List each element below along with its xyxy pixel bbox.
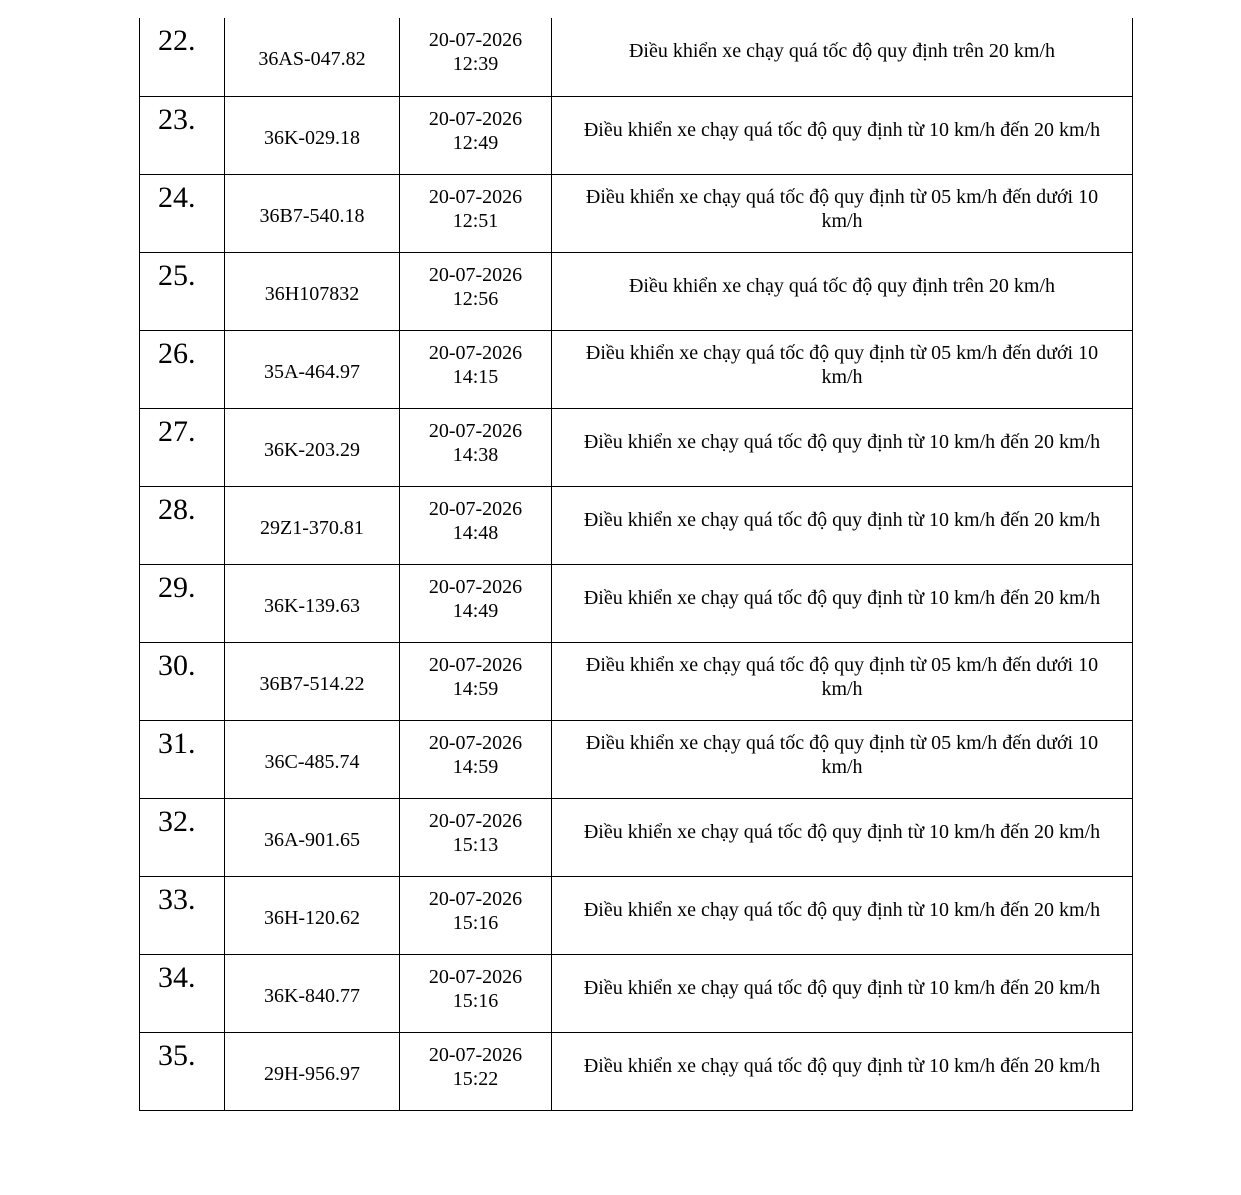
- violation-date: 20-07-2026: [428, 1043, 523, 1066]
- license-plate-cell: [225, 1032, 400, 1110]
- row-number-cell: [140, 18, 225, 96]
- row-number: 35.: [158, 1038, 196, 1072]
- violation-datetime-cell: [400, 720, 552, 798]
- table-row: [140, 330, 1133, 408]
- table-row: [140, 564, 1133, 642]
- license-plate: 36H107832: [264, 282, 360, 305]
- row-number: 27.: [158, 414, 196, 448]
- license-plate-cell: [225, 408, 400, 486]
- violation-description-cell: [552, 564, 1133, 642]
- license-plate: 36A-901.65: [263, 828, 361, 851]
- row-number-cell: [140, 876, 225, 954]
- violation-date: 20-07-2026: [428, 185, 523, 208]
- license-plate: 29Z1-370.81: [260, 516, 364, 539]
- violation-description-cell: [552, 954, 1133, 1032]
- table-row: [140, 18, 1133, 96]
- violation-description-cell: [552, 642, 1133, 720]
- violation-datetime-cell: [400, 174, 552, 252]
- violation-description: Điều khiển xe chạy quá tốc độ quy định từ 10 km/h đến 20 km/h: [583, 118, 1101, 141]
- violation-datetime-cell: [400, 798, 552, 876]
- row-number: 30.: [158, 648, 196, 682]
- row-number-cell: [140, 564, 225, 642]
- violation-description: Điều khiển xe chạy quá tốc độ quy định từ 10 km/h đến 20 km/h: [583, 976, 1101, 999]
- row-number-cell: [140, 642, 225, 720]
- violation-time: 14:38: [452, 443, 499, 466]
- violation-time: 14:48: [452, 521, 499, 544]
- license-plate-cell: [225, 18, 400, 96]
- violation-time: 14:59: [452, 755, 499, 778]
- violation-time: 14:15: [452, 365, 499, 388]
- violation-date: 20-07-2026: [428, 341, 523, 364]
- row-number: 29.: [158, 570, 196, 604]
- license-plate-cell: [225, 642, 400, 720]
- violation-description: Điều khiển xe chạy quá tốc độ quy định từ 05 km/h đến dưới 10 km/h: [585, 341, 1099, 388]
- license-plate: 36K-029.18: [263, 126, 361, 149]
- license-plate-cell: [225, 252, 400, 330]
- row-number: 24.: [158, 180, 196, 214]
- row-number: 25.: [158, 258, 196, 292]
- violation-date: 20-07-2026: [428, 809, 523, 832]
- violation-date: 20-07-2026: [428, 887, 523, 910]
- violation-description: Điều khiển xe chạy quá tốc độ quy định từ 10 km/h đến 20 km/h: [583, 430, 1101, 453]
- license-plate-cell: [225, 174, 400, 252]
- row-number-cell: [140, 720, 225, 798]
- table-body: [140, 18, 1133, 1110]
- license-plate: 29H-956.97: [263, 1062, 361, 1085]
- violation-description-cell: [552, 1032, 1133, 1110]
- violation-time: 12:39: [452, 53, 499, 75]
- violation-description: Điều khiển xe chạy quá tốc độ quy định từ 10 km/h đến 20 km/h: [583, 586, 1101, 609]
- row-number: 32.: [158, 804, 196, 838]
- table-row: [140, 642, 1133, 720]
- license-plate: 36H-120.62: [263, 906, 361, 929]
- violation-datetime-cell: [400, 330, 552, 408]
- license-plate: 36K-840.77: [263, 984, 361, 1007]
- violation-description-cell: [552, 18, 1133, 96]
- violation-time: 14:59: [452, 677, 499, 700]
- violation-datetime-cell: [400, 252, 552, 330]
- violation-description: Điều khiển xe chạy quá tốc độ quy định từ 05 km/h đến dưới 10 km/h: [585, 731, 1099, 778]
- license-plate-cell: [225, 798, 400, 876]
- table-row: [140, 1032, 1133, 1110]
- row-number: 34.: [158, 960, 196, 994]
- violation-description: Điều khiển xe chạy quá tốc độ quy định từ 10 km/h đến 20 km/h: [583, 898, 1101, 921]
- license-plate-cell: [225, 564, 400, 642]
- violation-date: 20-07-2026: [428, 29, 523, 51]
- row-number: 33.: [158, 882, 196, 916]
- row-number-cell: [140, 486, 225, 564]
- row-number-cell: [140, 174, 225, 252]
- violation-description-cell: [552, 174, 1133, 252]
- violation-date: 20-07-2026: [428, 965, 523, 988]
- violation-date: 20-07-2026: [428, 575, 523, 598]
- violation-date: 20-07-2026: [428, 263, 523, 286]
- violation-date: 20-07-2026: [428, 653, 523, 676]
- license-plate-cell: [225, 486, 400, 564]
- violation-datetime-cell: [400, 954, 552, 1032]
- row-number-cell: [140, 96, 225, 174]
- violation-datetime-cell: [400, 876, 552, 954]
- row-number: 23.: [158, 102, 196, 136]
- violation-time: 15:13: [452, 833, 499, 856]
- violation-time: 12:51: [452, 209, 499, 232]
- row-number-cell: [140, 408, 225, 486]
- license-plate: 35A-464.97: [263, 360, 361, 383]
- violation-date: 20-07-2026: [428, 419, 523, 442]
- row-number-cell: [140, 1032, 225, 1110]
- table-row: [140, 876, 1133, 954]
- violation-time: 15:16: [452, 911, 499, 934]
- violation-description: Điều khiển xe chạy quá tốc độ quy định từ 05 km/h đến dưới 10 km/h: [585, 185, 1099, 232]
- violation-datetime-cell: [400, 642, 552, 720]
- license-plate-cell: [225, 954, 400, 1032]
- violation-description: Điều khiển xe chạy quá tốc độ quy định từ 10 km/h đến 20 km/h: [583, 1054, 1101, 1077]
- violation-datetime-cell: [400, 408, 552, 486]
- violation-description: Điều khiển xe chạy quá tốc độ quy định trên 20 km/h: [628, 274, 1055, 297]
- violation-datetime-cell: [400, 486, 552, 564]
- row-number: 26.: [158, 336, 196, 370]
- violation-datetime-cell: [400, 96, 552, 174]
- row-number: 31.: [158, 726, 196, 760]
- license-plate: 36AS-047.82: [258, 48, 366, 70]
- table-row: [140, 252, 1133, 330]
- row-number-cell: [140, 954, 225, 1032]
- violation-datetime-cell: [400, 564, 552, 642]
- violation-description-cell: [552, 252, 1133, 330]
- violation-date: 20-07-2026: [428, 107, 523, 130]
- violation-time: 12:56: [452, 287, 499, 310]
- table-row: [140, 720, 1133, 798]
- violation-date: 20-07-2026: [428, 731, 523, 754]
- table-row: [140, 408, 1133, 486]
- license-plate-cell: [225, 96, 400, 174]
- violations-table: [139, 18, 1133, 1111]
- license-plate: 36B7-514.22: [259, 672, 365, 695]
- row-number: 28.: [158, 492, 196, 526]
- violation-datetime-cell: [400, 1032, 552, 1110]
- violation-description: Điều khiển xe chạy quá tốc độ quy định từ 10 km/h đến 20 km/h: [583, 820, 1101, 843]
- violation-time: 15:22: [452, 1067, 499, 1090]
- row-number-cell: [140, 252, 225, 330]
- violation-time: 12:49: [452, 131, 499, 154]
- row-number-cell: [140, 798, 225, 876]
- license-plate: 36K-203.29: [263, 438, 361, 461]
- table-row: [140, 954, 1133, 1032]
- license-plate-cell: [225, 720, 400, 798]
- violation-description-cell: [552, 720, 1133, 798]
- license-plate: 36B7-540.18: [259, 204, 365, 227]
- license-plate-cell: [225, 330, 400, 408]
- row-number-cell: [140, 330, 225, 408]
- license-plate: 36K-139.63: [263, 594, 361, 617]
- violation-description: Điều khiển xe chạy quá tốc độ quy định trên 20 km/h: [628, 40, 1055, 62]
- license-plate-cell: [225, 876, 400, 954]
- table-row: [140, 174, 1133, 252]
- violation-description-cell: [552, 96, 1133, 174]
- violation-time: 15:16: [452, 989, 499, 1012]
- table-row: [140, 486, 1133, 564]
- violation-description-cell: [552, 408, 1133, 486]
- violation-date: 20-07-2026: [428, 497, 523, 520]
- violation-time: 14:49: [452, 599, 499, 622]
- violation-description-cell: [552, 798, 1133, 876]
- table-row: [140, 798, 1133, 876]
- table-row: [140, 96, 1133, 174]
- row-number: 22.: [158, 24, 196, 57]
- violation-datetime-cell: [400, 18, 552, 96]
- violation-description-cell: [552, 330, 1133, 408]
- violation-description: Điều khiển xe chạy quá tốc độ quy định từ 10 km/h đến 20 km/h: [583, 508, 1101, 531]
- license-plate: 36C-485.74: [264, 750, 360, 773]
- violation-description-cell: [552, 876, 1133, 954]
- violation-description: Điều khiển xe chạy quá tốc độ quy định từ 05 km/h đến dưới 10 km/h: [585, 653, 1099, 700]
- violation-description-cell: [552, 486, 1133, 564]
